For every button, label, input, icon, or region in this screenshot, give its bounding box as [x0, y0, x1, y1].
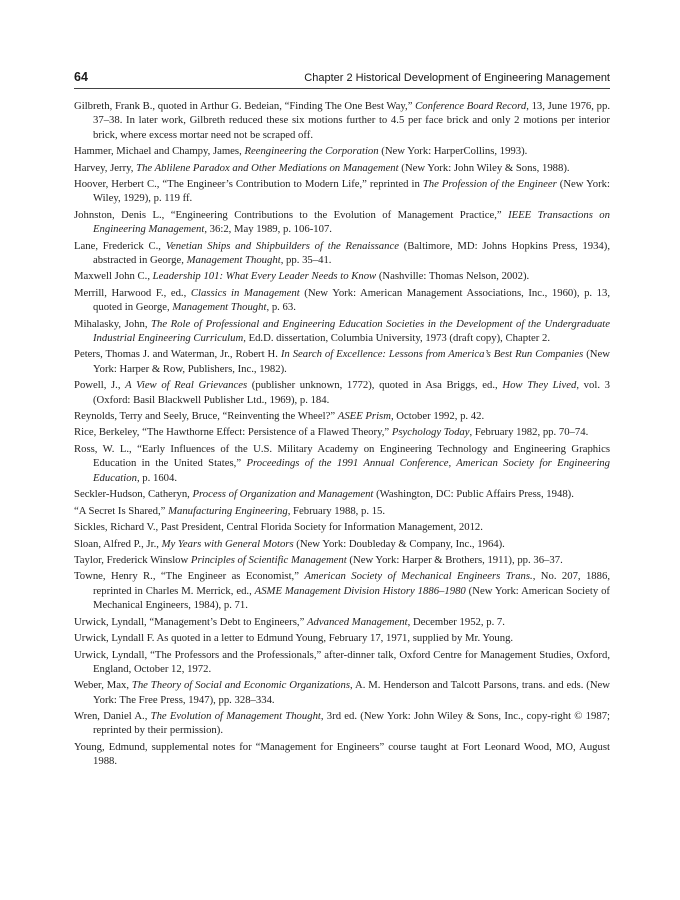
book-page: [74, 70, 610, 771]
reference-text: (New York: Wiley, 1929), p. 119 ff.: [93, 178, 610, 205]
reference-entry: [74, 286, 610, 315]
reference-text: Peters, Thomas J. and Waterman, Jr., Robert H.: [74, 348, 281, 361]
reference-title: Manufacturing Engineering: [168, 504, 288, 517]
reference-entry: [74, 537, 610, 551]
header-rule: [74, 88, 610, 89]
reference-entry: [74, 239, 610, 268]
reference-entry: [74, 161, 610, 175]
reference-text: Sickles, Richard V., Past President, Central Florida Society for Information Management, 2012.: [74, 521, 483, 534]
reference-text: , 13, June 1976, pp. 37–38. In later work, Gilbreth reduced these six motions further to 4.5 per face brick and only 2 motions per interior brick, where excess mortar need not be scraped off.: [93, 100, 611, 141]
reference-text: “A Secret Is Shared,”: [74, 504, 169, 517]
reference-title: The Role of Professional and Engineering Education Societies in the Development of the Undergraduate Industrial Engineering Curriculum: [93, 317, 610, 344]
reference-entry: [74, 678, 610, 707]
reference-text: Rice, Berkeley, “The Hawthorne Effect: Persistence of a Flawed Theory,”: [74, 426, 392, 439]
reference-entry: [74, 553, 610, 567]
reference-entry: [74, 631, 610, 645]
reference-text: , October 1992, p. 42.: [390, 410, 485, 422]
reference-text: , p. 1604.: [136, 471, 178, 484]
reference-entry: [74, 648, 610, 677]
reference-text: (New York: American Society of Mechanical Engineers, 1984), p. 71.: [93, 584, 610, 612]
reference-text: , pp. 35–41.: [280, 253, 332, 266]
reference-title: Psychology Today: [391, 426, 470, 439]
reference-entry: [74, 569, 610, 612]
reference-text: (publisher unknown, 1772), quoted in Asa Briggs, ed.,: [247, 379, 503, 392]
reference-text: Hammer, Michael and Champy, James,: [74, 145, 245, 158]
reference-text: Reynolds, Terry and Seely, Bruce, “Reinventing the Wheel?”: [74, 410, 338, 422]
reference-title: Conference Board Record: [415, 100, 527, 112]
reference-text: Young, Edmund, supplemental notes for “Management for Engineers” course taught at Fort Leonard Wood, MO, August 1988.: [74, 740, 610, 768]
reference-text: (New York: John Wiley & Sons, 1988).: [398, 161, 570, 174]
reference-text: (New York: Doubleday & Company, Inc., 1964).: [293, 537, 505, 550]
reference-text: Powell, J.,: [74, 379, 126, 392]
reference-text: Towne, Henry R., “The Engineer as Economist,”: [74, 570, 305, 583]
reference-text: Gilbreth, Frank B., quoted in Arthur G. Bedeian, “Finding The One Best Way,”: [74, 100, 416, 112]
reference-text: (New York: Harper & Row, Publishers, Inc., 1982).: [93, 348, 610, 375]
reference-text: , 36:2, May 1989, p. 106-107.: [204, 223, 332, 236]
reference-text: Lane, Frederick C.,: [74, 239, 166, 252]
reference-title: The Evolution of Management Thought: [150, 710, 321, 723]
reference-title: Management Thought: [172, 301, 267, 314]
reference-text: , Ed.D. dissertation, Columbia University, 1973 (draft copy), Chapter 2.: [243, 331, 551, 344]
reference-title: Leadership 101: What Every Leader Needs to Know: [152, 270, 377, 283]
reference-text: Maxwell John C.,: [74, 270, 153, 283]
reference-title: Principles of Scientific Management: [190, 553, 347, 566]
reference-title: ASEE Prism: [337, 410, 391, 422]
reference-text: Harvey, Jerry,: [74, 161, 137, 174]
reference-entry: [74, 317, 610, 346]
reference-entry: [74, 144, 610, 158]
reference-text: (New York: Harper & Brothers, 1911), pp. 36–37.: [346, 553, 563, 566]
reference-entry: [74, 709, 610, 738]
reference-title: Venetian Ships and Shipbuilders of the Renaissance: [165, 239, 399, 252]
reference-text: (New York: HarperCollins, 1993).: [378, 145, 528, 158]
reference-title: A View of Real Grievances: [125, 379, 248, 392]
reference-entry: [74, 378, 610, 407]
reference-text: Hoover, Herbert C., “The Engineer’s Contribution to Modern Life,” reprinted in: [74, 178, 423, 191]
reference-text: Urwick, Lyndall F. As quoted in a letter to Edmund Young, February 17, 1971, supplied by Mr. Young.: [74, 632, 514, 645]
reference-text: , December 1952, p. 7.: [407, 615, 505, 628]
reference-text: , p. 63.: [266, 301, 296, 314]
reference-entry: [74, 504, 610, 518]
reference-title: My Years with General Motors: [161, 537, 294, 550]
reference-text: (Baltimore, MD: Johns Hopkins Press, 1934), abstracted in George,: [93, 239, 610, 266]
reference-text: Mihalasky, John,: [74, 317, 152, 330]
reference-title: IEEE Transactions on Engineering Management: [93, 208, 610, 236]
reference-text: , A. M. Henderson and Talcott Parsons, trans. and eds. (New York: The Free Press, 1947), pp. 328–334.: [93, 679, 610, 706]
reference-entry: [74, 177, 610, 206]
reference-title: Process of Organization and Management: [192, 488, 374, 501]
reference-title: In Search of Excellence: Lessons from America’s Best Run Companies: [280, 348, 584, 361]
reference-text: Merrill, Harwood F., ed.,: [74, 286, 191, 299]
reference-text: Johnston, Denis L., “Engineering Contributions to the Evolution of Management Practice,”: [74, 208, 509, 221]
reference-entry: [74, 425, 610, 439]
reference-list: [74, 99, 610, 768]
reference-text: Weber, Max,: [74, 679, 132, 692]
reference-title: The Theory of Social and Economic Organizations: [131, 679, 351, 692]
reference-entry: [74, 208, 610, 237]
reference-text: , No. 207, 1886, reprinted in Charles M. Merrick, ed.,: [93, 570, 610, 597]
reference-text: (Nashville: Thomas Nelson, 2002).: [376, 270, 530, 283]
reference-entry: [74, 409, 610, 423]
page-number: 64: [74, 70, 88, 84]
reference-title: Management Thought: [186, 253, 281, 266]
reference-title: The Ablilene Paradox and Other Mediations on Management: [136, 161, 399, 174]
reference-entry: [74, 99, 610, 142]
reference-text: Seckler-Hudson, Catheryn,: [74, 488, 193, 501]
reference-title: Classics in Management: [190, 286, 300, 299]
reference-text: (Washington, DC: Public Affairs Press, 1948).: [373, 488, 574, 501]
reference-text: (New York: American Management Associations, Inc., 1960), p. 13, quoted in George,: [93, 286, 611, 314]
reference-text: Wren, Daniel A.,: [74, 710, 151, 723]
reference-text: , February 1982, pp. 70–74.: [469, 426, 589, 439]
reference-entry: [74, 487, 610, 501]
reference-entry: [74, 615, 610, 629]
reference-title: Reengineering the Corporation: [244, 145, 379, 158]
reference-title: The Profession of the Engineer: [422, 178, 557, 191]
reference-entry: [74, 442, 610, 485]
reference-title: American Society of Mechanical Engineers Trans.: [304, 570, 533, 583]
reference-text: Taylor, Frederick Winslow: [74, 553, 191, 566]
reference-text: Urwick, Lyndall, “Management’s Debt to Engineers,”: [74, 615, 307, 628]
reference-text: , 3rd ed. (New York: John Wiley & Sons, Inc., copy-right © 1987; reprinted by their permission).: [93, 710, 611, 737]
running-head: Chapter 2 Historical Development of Engineering Management: [304, 72, 610, 84]
reference-title: ASME Management Division History 1886–1980: [254, 584, 466, 597]
reference-text: Ross, W. L., “Early Influences of the U.S. Military Academy on Engineering Technology and Engineering Graphics Education in the United States,”: [74, 442, 610, 470]
reference-text: Sloan, Alfred P., Jr.,: [74, 537, 162, 550]
reference-entry: [74, 347, 610, 376]
reference-text: , February 1988, p. 15.: [287, 504, 386, 517]
reference-entry: [74, 740, 610, 769]
reference-title: How They Lived: [502, 379, 577, 392]
reference-title: Advanced Management: [306, 615, 408, 628]
reference-entry: [74, 520, 610, 534]
reference-text: Urwick, Lyndall, “The Professors and the Professionals,” after-dinner talk, Oxford Centre for Management Studies, Oxford, England, October 12, 1972.: [74, 648, 610, 675]
reference-entry: [74, 269, 610, 283]
page-header: [74, 70, 610, 86]
reference-title: Proceedings of the 1991 Annual Conference, American Society for Engineering Education: [93, 457, 610, 484]
reference-text: , vol. 3 (Oxford: Basil Blackwell Publisher Ltd., 1969), p. 184.: [93, 379, 610, 406]
